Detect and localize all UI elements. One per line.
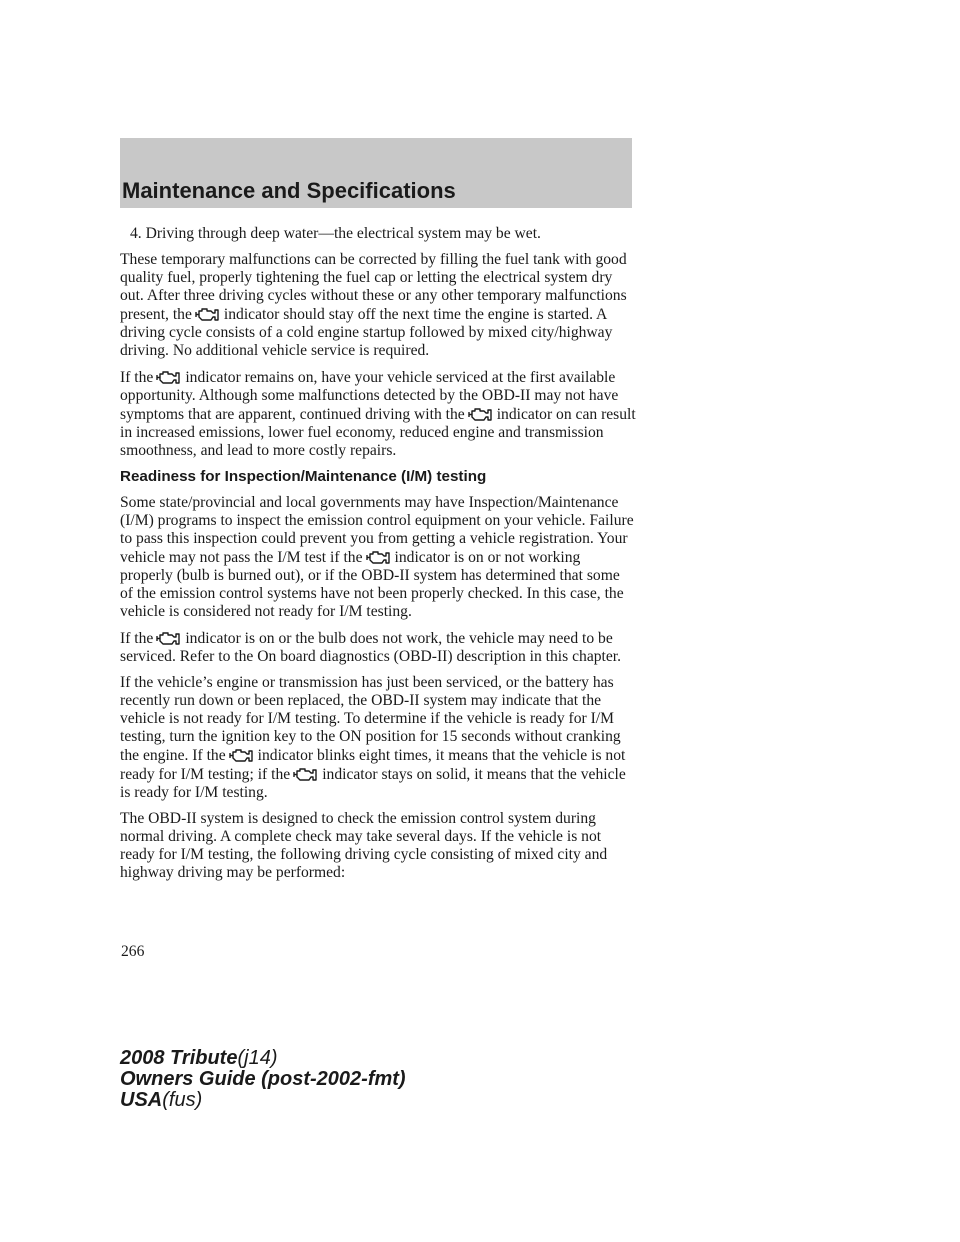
document-footer bbox=[120, 1048, 406, 1111]
paragraph-readiness-check: If the vehicle’s engine or transmission has just been serviced, or the battery has recently run down or been replaced, the OBD-II system may indicate that the vehicle is not ready for I/M testing. To determine if the vehicle is ready for I/M testing, turn the ignition key to the ON position for 15 seconds without cranking the engine. If the indicator blinks eight times, it means that the vehicle is not ready for I/M testing; if the indicator stays on solid, it means that the vehicle is ready for I/M testing. bbox=[120, 674, 626, 801]
paragraph-temporary-malfunctions: These temporary malfunctions can be corrected by filling the fuel tank with good quality fuel, properly tightening the fuel cap or letting the electrical system dry out. After three driving cycles without these or any other temporary malfunctions present, the indicator should stay off the next time the engine is started. A driving cycle consists of a cold engine startup followed by mixed city/highway driving. No additional vehicle service is required. bbox=[120, 251, 627, 359]
page-body bbox=[120, 225, 636, 890]
section-title: Maintenance and Specifications bbox=[122, 178, 456, 203]
section-heading-readiness: Readiness for Inspection/Maintenance (I/M) testing bbox=[120, 468, 487, 485]
check-engine-icon bbox=[155, 629, 181, 647]
check-engine-icon bbox=[292, 765, 318, 783]
check-engine-icon bbox=[467, 405, 493, 423]
footer-line-2: Owners Guide (post-2002-fmt) bbox=[120, 1068, 406, 1090]
footer-line-3: USA(fus) bbox=[120, 1089, 203, 1111]
paragraph-bulb-does-not-work: If the indicator is on or the bulb does not work, the vehicle may need to be serviced. Refer to the On board diagnostics (OBD-II) description in this chapter. bbox=[120, 630, 622, 665]
paragraph-driving-cycle: The OBD-II system is designed to check the emission control system during normal driving. A complete check may take several days. If the vehicle is not ready for I/M testing, the following driving cycle consisting of mixed city and highway driving may be performed: bbox=[120, 810, 608, 881]
check-engine-icon bbox=[228, 746, 254, 764]
footer-line-1: 2008 Tribute(j14) bbox=[120, 1047, 278, 1069]
paragraph-im-programs: Some state/provincial and local governments may have Inspection/Maintenance (I/M) programs to inspect the emission control equipment on your vehicle. Failure to pass this inspection could prevent you from getting a vehicle registration. Your vehicle may not pass the I/M test if the indicator is on or not working properly (bulb is burned out), or if the OBD-II system has determined that some of the emission control systems have not been properly checked. In this case, the vehicle is considered not ready for I/M testing. bbox=[120, 494, 634, 620]
check-engine-icon bbox=[365, 548, 391, 566]
check-engine-icon bbox=[194, 305, 220, 323]
list-item-step-4: 4. Driving through deep water—the electrical system may be wet. bbox=[130, 225, 541, 242]
page-number: 266 bbox=[121, 943, 145, 960]
check-engine-icon bbox=[155, 368, 181, 386]
paragraph-indicator-remains-on: If the indicator remains on, have your vehicle serviced at the first available opportunity. Although some malfunctions detected by the OBD-II may not have symptoms that are apparent, continued driving with the indicator on can result in increased emissions, lower fuel economy, reduced engine and transmission smoothness, and lead to more costly repairs. bbox=[120, 369, 636, 459]
